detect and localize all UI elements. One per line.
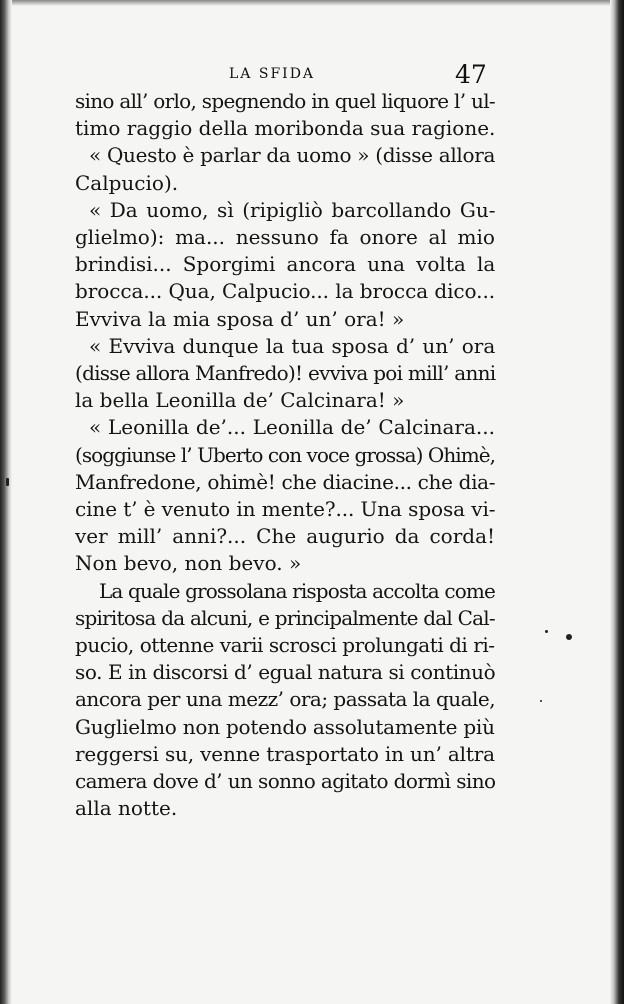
text-line: reggersi su, venne trasportato in un’ altra — [75, 741, 495, 766]
text-line: Non bevo, non bevo. » — [75, 551, 302, 576]
page-top-shadow — [0, 0, 624, 6]
text-line: alla notte. — [75, 796, 178, 821]
page-header — [0, 60, 624, 88]
text-line: timo raggio della moribonda sua ragione. — [75, 116, 496, 141]
text-line: Manfredone, ohimè! che diacine... che dia- — [75, 469, 496, 494]
text-line: Evviva la mia sposa d’ un’ ora! » — [75, 306, 405, 331]
text-line: brindisi... Sporgimi ancora una volta la — [75, 252, 496, 277]
ink-speck — [545, 630, 548, 633]
text-line: camera dove d’ un sonno agitato dormì sino — [75, 769, 496, 794]
text-line: ver mill’ anni?... Che augurio da corda! — [75, 524, 496, 549]
page-right-edge — [610, 0, 624, 1004]
ink-speck — [566, 634, 572, 640]
body-text — [75, 88, 495, 822]
text-line: brocca... Qua, Calpucio... la brocca dico... — [75, 279, 496, 304]
page-left-edge — [0, 0, 12, 1004]
text-line: pucio, ottenne varii scrosci prolungati di ri- — [75, 633, 495, 658]
text-line: Guglielmo non potendo assolutamente più — [75, 714, 495, 739]
text-line: « Evviva dunque la tua sposa d’ un’ ora — [89, 333, 496, 358]
text-line: Calpucio). — [75, 170, 179, 195]
text-line: « Leonilla de’... Leonilla de’ Calcinara... — [89, 415, 495, 440]
text-line: ancora per una mezz’ ora; passata la quale, — [75, 687, 496, 712]
page-number: 47 — [455, 60, 487, 89]
text-line: so. E in discorsi d’ egual natura si continuò — [75, 660, 496, 685]
text-line: glielmo): ma... nessuno fa onore al mio — [75, 225, 495, 250]
text-line: (disse allora Manfredo)! evviva poi mill’ anni — [75, 361, 496, 386]
running-title: LA SFIDA — [229, 66, 316, 82]
text-line: cine t’ è venuto in mente?... Una sposa vi- — [75, 497, 496, 522]
text-line: « Questo è parlar da uomo » (disse allora — [89, 143, 496, 168]
ink-speck — [540, 700, 542, 702]
text-line: spiritosa da alcuni, e principalmente dal Cal- — [75, 605, 495, 630]
text-line: (soggiunse l’ Uberto con voce grossa) Ohimè, — [75, 442, 495, 467]
text-line: « Da uomo, sì (ripigliò barcollando Gu- — [89, 197, 496, 222]
text-line: la bella Leonilla de’ Calcinara! » — [75, 388, 405, 413]
text-line: sino all’ orlo, spegnendo in quel liquore l’ ul- — [75, 89, 495, 113]
text-line: La quale grossolana risposta accolta come — [99, 578, 495, 603]
ink-speck — [6, 478, 9, 486]
